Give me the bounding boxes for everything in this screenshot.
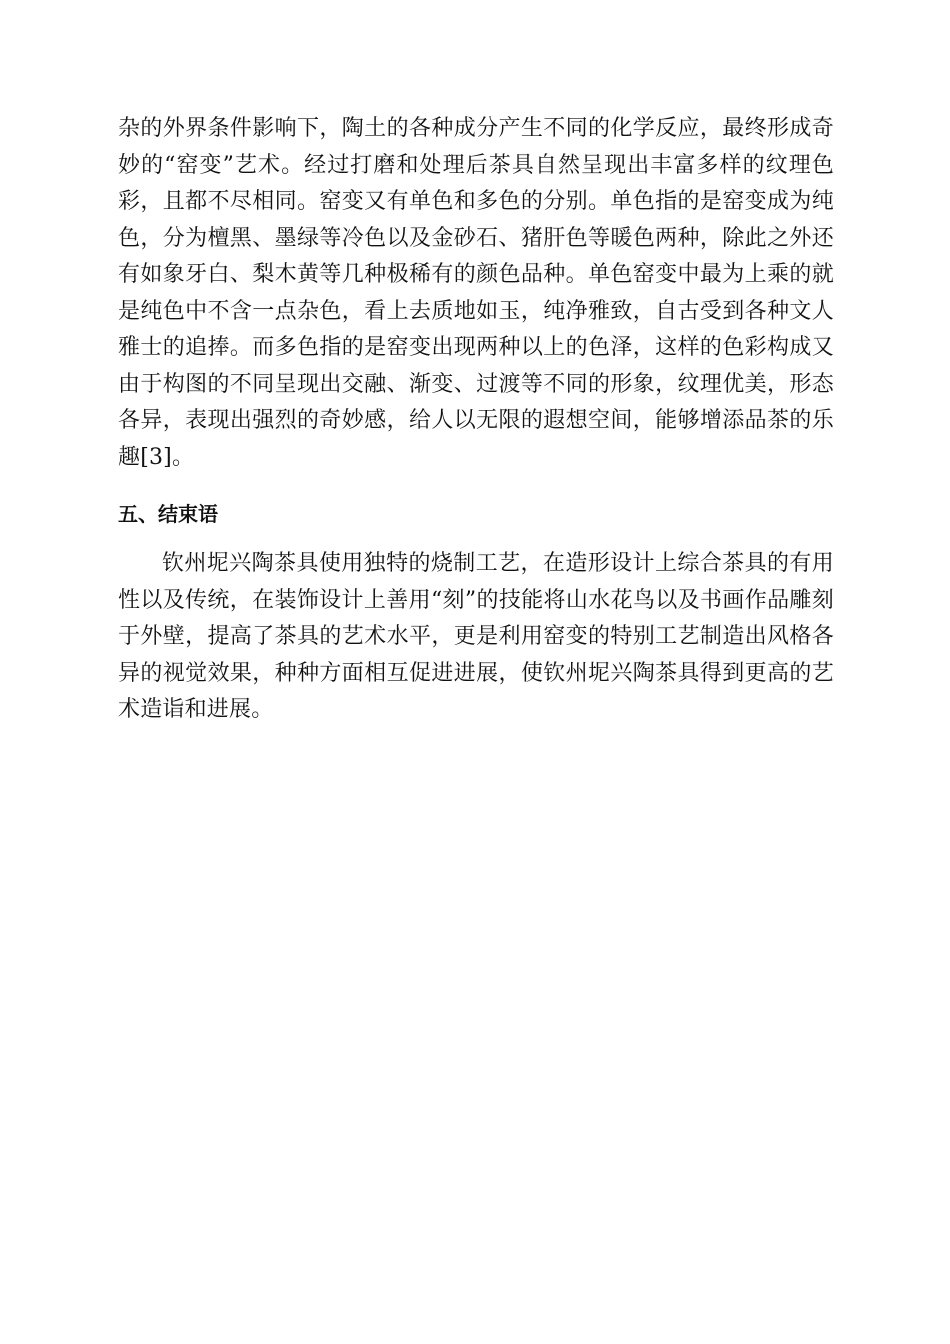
conclusion-paragraph: 钦州坭兴陶茶具使用独特的烧制工艺，在造形设计上综合茶具的有用性以及传统，在装饰设计上善用“刻”的技能将山水花鸟以及书画作品雕刻于外壁，提高了茶具的艺术水平，更是利用窑变的特别工艺制造出风格各异的视觉效果，种种方面相互促进进展，使钦州坭兴陶茶具得到更高的艺术造诣和进展。 (118, 551, 834, 722)
document-page (118, 111, 834, 729)
continued-paragraph: 杂的外界条件影响下，陶土的各种成分产生不同的化学反应，最终形成奇妙的“窑变”艺术。经过打磨和处理后茶具自然呈现出丰富多样的纹理色彩，且都不尽相同。窑变又有单色和多色的分别。单色指的是窑变成为纯色，分为檀黑、墨绿等冷色以及金砂石、猪肝色等暖色两种，除此之外还有如象牙白、梨木黄等几种极稀有的颜色品种。单色窑变中最为上乘的就是纯色中不含一点杂色，看上去质地如玉，纯净雅致，自古受到各种文人雅士的追捧。而多色指的是窑变出现两种以上的色泽，这样的色彩构成又由于构图的不同呈现出交融、渐变、过渡等不同的形象，纹理优美，形态各异，表现出强烈的奇妙感，给人以无限的遐想空间，能够增添品茶的乐趣[3]。 (118, 116, 834, 470)
section-heading-conclusion: 五、结束语 (118, 502, 218, 526)
